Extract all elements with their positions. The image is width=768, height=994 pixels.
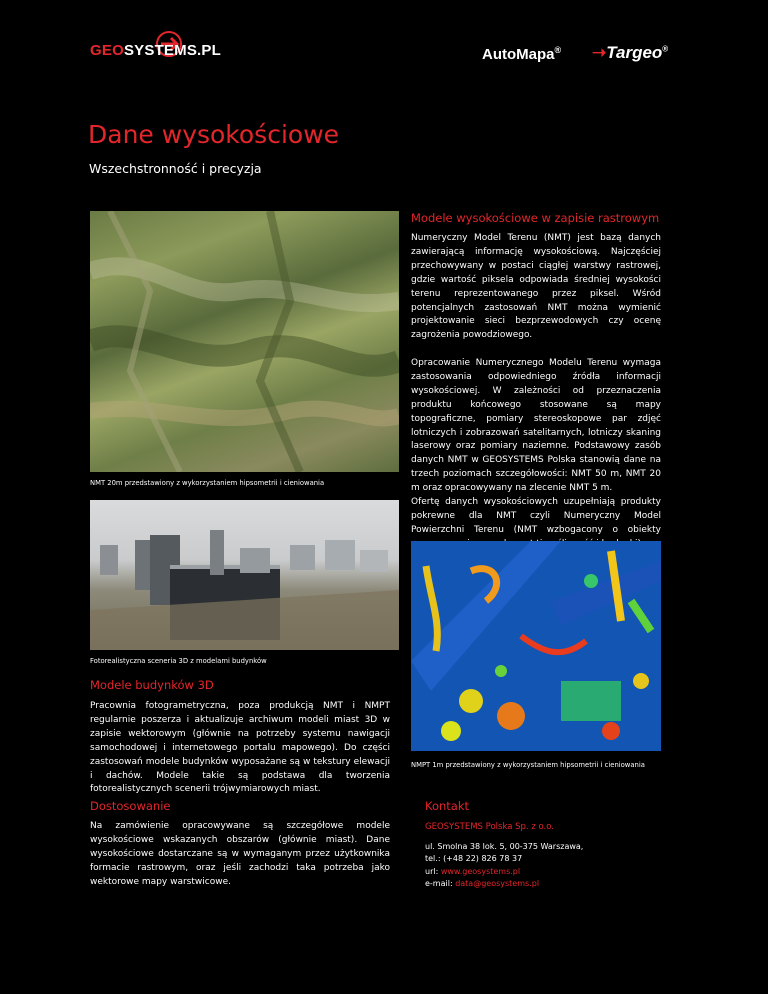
nmpt1-caption: NMPT 1m przedstawiony z wykorzystaniem hipsometrii i cieniowania bbox=[411, 761, 645, 769]
raster-heading: Modele wysokościowe w zapisie rastrowym bbox=[411, 211, 660, 225]
targeo-logo: ➝Targeo® bbox=[592, 43, 669, 62]
contact-details bbox=[425, 841, 583, 890]
contact-tel: tel.: (+48 22) 826 78 37 bbox=[425, 854, 523, 864]
raster-paragraph-2: Opracowanie Numerycznego Modelu Terenu wymaga zastosowania odpowiedniego źródła informacji wysokościowej. W zależności od przeznaczenia produktu końcowego stosowane są mapy topograficzne, pomiary stereoskopowe par zdjęć lotniczych i zobrazowań satelitarnych, lotniczy skaning laserowy oraz pomiary naziemne. Podstawowy zasób danych NMT w GEOSYSTEMS Polska stanowią dane na trzech poziomach szczegółowości: NMT 50 m, NMT 20 m oraz opracowywany na zlecenie NMT 5 m. bbox=[411, 358, 661, 494]
contact-company: GEOSYSTEMS Polska Sp. z o.o. bbox=[425, 822, 554, 832]
geosystems-logo bbox=[90, 42, 240, 72]
automapa-logo: AutoMapa® bbox=[482, 45, 562, 63]
logo-systems: SYSTEMS bbox=[123, 42, 198, 59]
page-subtitle: Wszechstronność i precyzja bbox=[89, 161, 262, 176]
nmt20-caption: NMT 20m przedstawiony z wykorzystaniem hipsometrii i cieniowania bbox=[90, 479, 325, 487]
custom-heading: Dostosowanie bbox=[90, 799, 171, 813]
buildings-heading: Modele budynków 3D bbox=[90, 678, 214, 692]
buildings-paragraph: Pracownia fotogrametryczna, poza produkcją NMT i NMPT regularnie poszerza i aktualizuje archiwum modeli miast 3D w zapisie wektorowym (głównie na potrzeby systemu nawigacji samochodowej i internetowego portalu mapowego). Do części zastosowań modele budynków wyposażane są w tekstury elewacji i dachów. Modele takie są podstawa dla tworzenia fotorealistycznych scenerii trójwymiarowych miast. bbox=[90, 701, 390, 795]
raster-paragraph-3: Ofertę danych wysokościowych uzupełniają produkty pokrewne dla NMT czyli Numeryczny Model Powierzchni Terenu (NMT wzbogacony o obiekty bbox=[411, 497, 661, 535]
logo-geo: GEO bbox=[90, 42, 124, 59]
contact-url-row: url: www.geosystems.pl bbox=[425, 866, 521, 876]
contact-email-link[interactable]: data@geosystems.pl bbox=[455, 878, 540, 888]
contact-url-link[interactable]: www.geosystems.pl bbox=[440, 866, 521, 876]
nmpt1-image bbox=[411, 541, 661, 751]
nmt20-terrain-image bbox=[90, 211, 399, 472]
contact-email-row: e-mail: data@geosystems.pl bbox=[425, 878, 540, 888]
logo-pl: .PL bbox=[197, 42, 221, 59]
contact-address: ul. Smolna 38 lok. 5, 00-375 Warszawa, bbox=[425, 842, 584, 851]
custom-paragraph: Na zamówienie opracowywane są szczegółowe modele wysokościowe wskazanych obszarów (głównie miast). Dane wysokościowe dostarczane są w wymaganym przez użytkownika formacie rastrowym, oraz jeśli zachodzi taka potrzeba jako wektorowe mapy warstwicowe. bbox=[90, 821, 390, 887]
raster-paragraph-1: Numeryczny Model Terenu (NMT) jest bazą danych zawierającą informację wysokościową. Najczęściej przechowywany w postaci ciągłej warstwy rastrowej, gdzie wartość piksela odpowiada średniej wysokości terenu reprezentowanego przez piksel. Wśród potencjalnych zastosowań NMT można wymienić projektowanie sieci bezprzewodowych czy ocenę zagrożenia powodziowego. bbox=[411, 233, 661, 341]
scene3d-caption: Fotorealistyczna sceneria 3D z modelami budynków bbox=[90, 657, 267, 665]
page-title: Dane wysokościowe bbox=[88, 120, 340, 149]
contact-heading: Kontakt bbox=[425, 799, 470, 813]
scene3d-image bbox=[90, 500, 399, 650]
